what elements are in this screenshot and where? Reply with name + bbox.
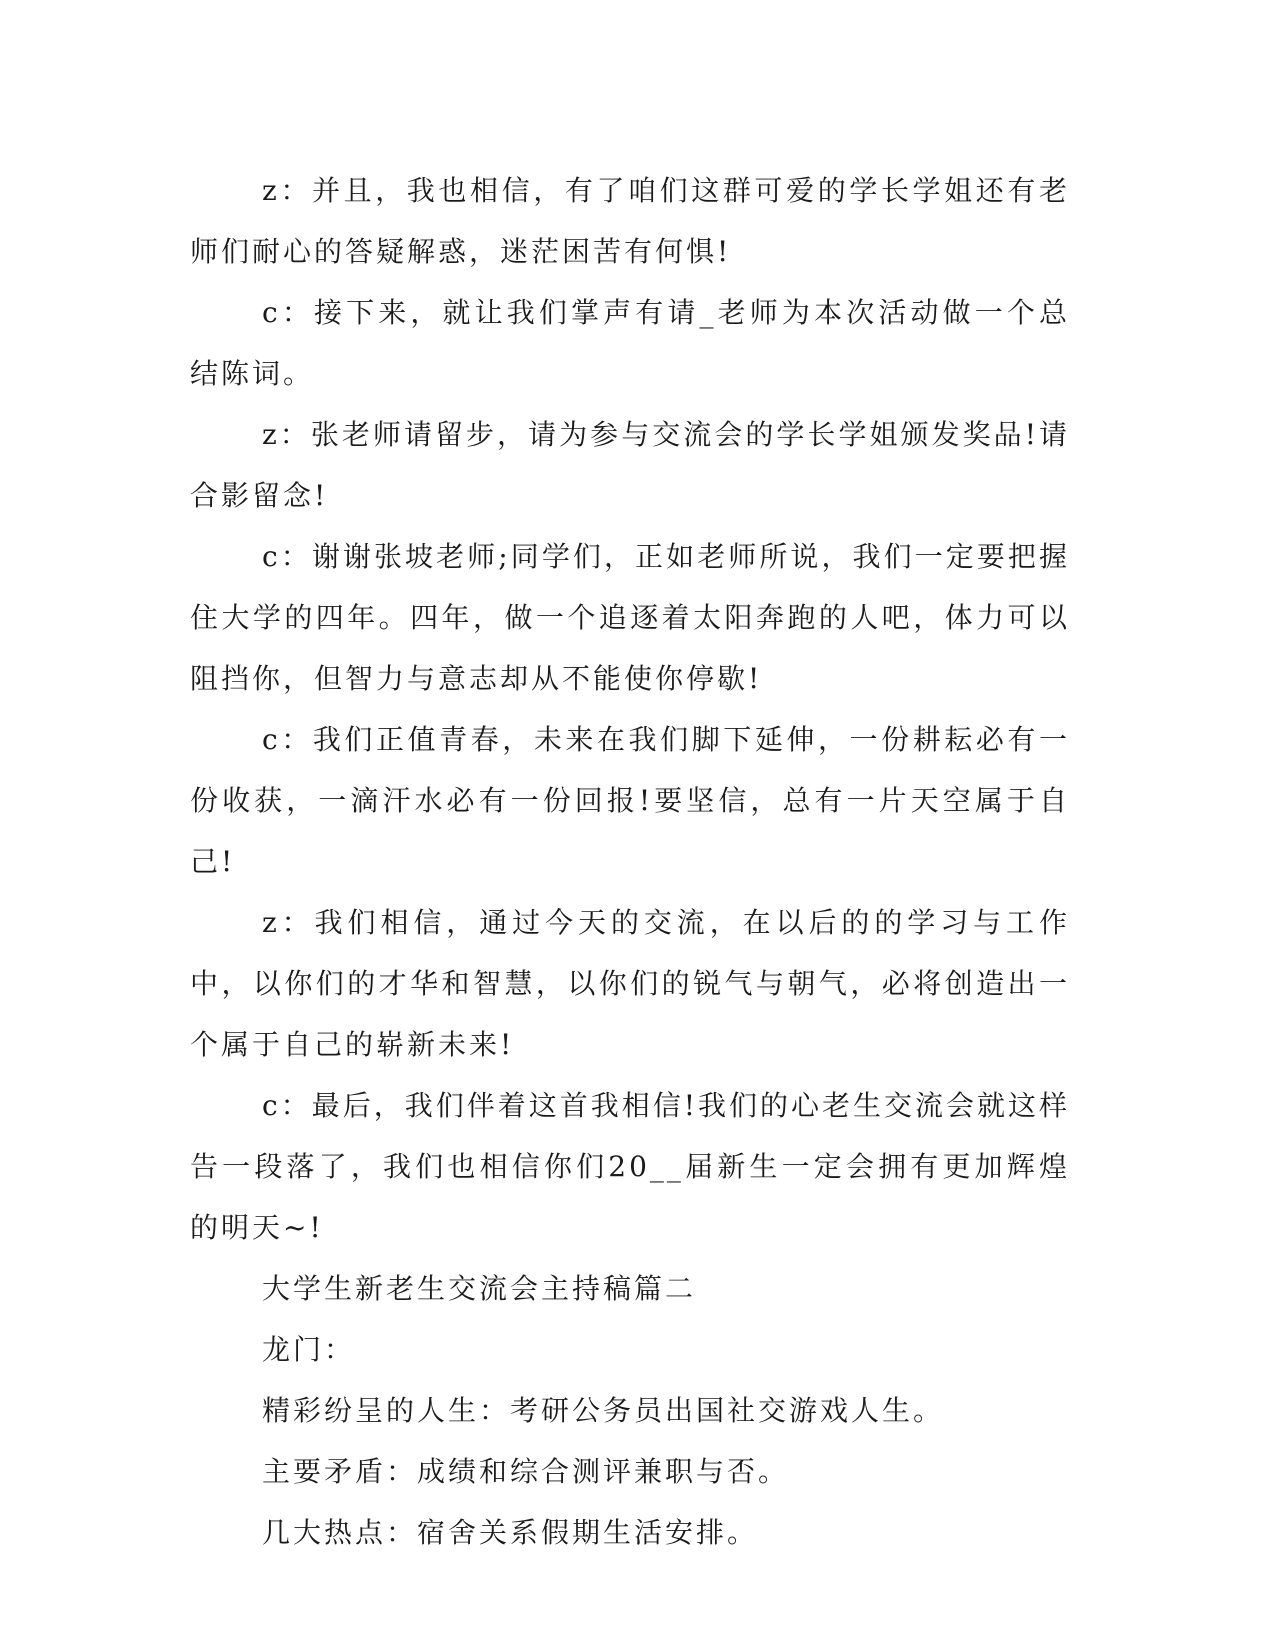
- paragraph-2: c：接下来，就让我们掌声有请_老师为本次活动做一个总结陈词。: [190, 296, 1070, 390]
- paragraph-1: z：并且，我也相信，有了咱们这群可爱的学长学姐还有老师们耐心的答疑解惑，迷茫困苦有何惧!: [190, 174, 1070, 268]
- paragraph-6: z：我们相信，通过今天的交流，在以后的的学习与工作中，以你们的才华和智慧，以你们的锐气与朝气，必将创造出一个属于自己的崭新未来!: [190, 906, 1070, 1061]
- line-3: 主要矛盾：成绩和综合测评兼职与否。: [262, 1455, 790, 1488]
- line-1: 龙门：: [262, 1333, 356, 1366]
- paragraph-3: z：张老师请留步，请为参与交流会的学长学姐颁发奖品!请合影留念!: [190, 418, 1070, 512]
- paragraph-5: c：我们正值青春，未来在我们脚下延伸，一份耕耘必有一份收获，一滴汗水必有一份回报!要坚信，总有一片天空属于自己!: [190, 723, 1070, 878]
- paragraph-7: c：最后，我们伴着这首我相信!我们的心老生交流会就这样告一段落了，我们也相信你们20__届新生一定会拥有更加辉煌的明天~!: [190, 1089, 1070, 1244]
- line-2: 精彩纷呈的人生：考研公务员出国社交游戏人生。: [262, 1394, 945, 1427]
- line-4: 几大热点：宿舍关系假期生活安排。: [262, 1516, 759, 1549]
- paragraph-4: c：谢谢张坡老师;同学们，正如老师所说，我们一定要把握住大学的四年。四年，做一个追逐着太阳奔跑的人吧，体力可以阻挡你，但智力与意志却从不能使你停歇!: [190, 540, 1070, 695]
- section-title: 大学生新老生交流会主持稿篇二: [262, 1272, 697, 1305]
- document-body: [190, 160, 1070, 1563]
